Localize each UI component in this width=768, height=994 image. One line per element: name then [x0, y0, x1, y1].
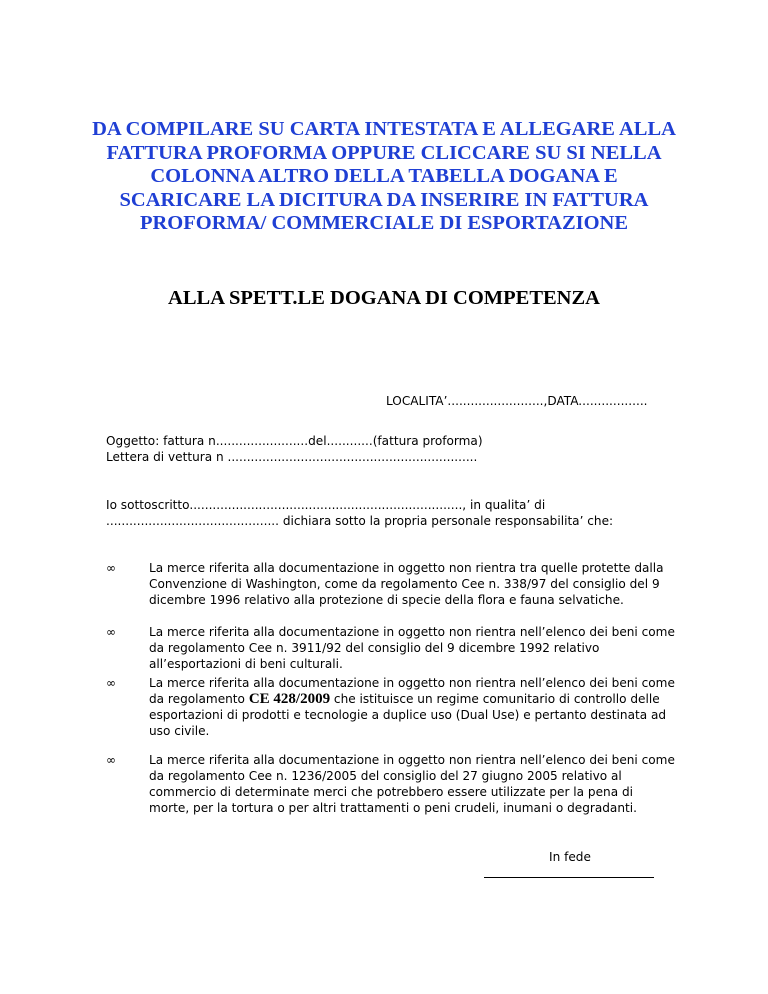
- oggetto-waybill-line: Lettera di vettura n .................................................................: [106, 450, 478, 464]
- closing-text: In fede: [549, 850, 591, 864]
- declarant-declaration-line: ............................................. dichiara sotto la propria personale responsabilita’ che:: [106, 514, 614, 528]
- signature-line: [484, 877, 654, 878]
- regulation-reference: CE 428/2009: [248, 691, 331, 707]
- list-item-text: La merce riferita alla documentazione in oggetto non rientra nell’elenco dei beni come da regolamento Cee n. 3911/92 del consiglio del 9 dicembre 1992 relativo all’esportazioni di beni culturali.: [149, 625, 675, 671]
- list-item-text: La merce riferita alla documentazione in oggetto non rientra tra quelle protette dalla Convenzione di Washington, come da regolamento Cee n. 338/97 del consiglio del 9 dicembre 1996 relativo alla protezione di specie della flora e fauna selvatiche.: [149, 561, 664, 607]
- bullet-icon: ∞: [106, 561, 116, 575]
- list-item-text: [149, 675, 676, 739]
- bullet-icon: ∞: [106, 676, 116, 690]
- list-item-text-end: che istituisce un regime comunitario di controllo delle esportazioni di prodotti e tecnologie a duplice uso (Dual Use) e pertanto destinata ad uso civile.: [149, 692, 667, 738]
- recipient-heading: ALLA SPETT.LE DOGANA DI COMPETENZA: [168, 287, 600, 309]
- declarant-block: [106, 497, 613, 529]
- list-item-text-start: La merce riferita alla documentazione in oggetto non rientra nell’elenco dei beni come da regolamento: [149, 676, 675, 706]
- bullet-icon: ∞: [106, 753, 116, 767]
- bullet-icon: ∞: [106, 625, 116, 639]
- declarant-name-line: Io sottoscritto......................................................................., in qualita’ di: [106, 498, 546, 512]
- place-date-line: LOCALITA’.........................,DATA..................: [386, 394, 648, 408]
- instructions-heading: DA COMPILARE SU CARTA INTESTATA E ALLEGARE ALLA FATTURA PROFORMA OPPURE CLICCARE SU SI NELLA COLONNA ALTRO DELLA TABELLA DOGANA E SCARICARE LA DICITURA DA INSERIRE IN FATTURA PROFORMA/ COMMERCIALE DI ESPORTAZIONE: [92, 118, 676, 235]
- oggetto-invoice-line: Oggetto: fattura n........................del............(fattura proforma): [106, 434, 483, 448]
- list-item-text: La merce riferita alla documentazione in oggetto non rientra nell’elenco dei beni come da regolamento Cee n. 1236/2005 del consiglio del 27 giugno 2005 relativo al commercio di determinate merci che potrebbero essere utilizzate per la pena di morte, per la tortura o per altri trattamenti o peni crudeli, inumani o degradanti.: [149, 753, 675, 815]
- oggetto-block: [106, 433, 483, 465]
